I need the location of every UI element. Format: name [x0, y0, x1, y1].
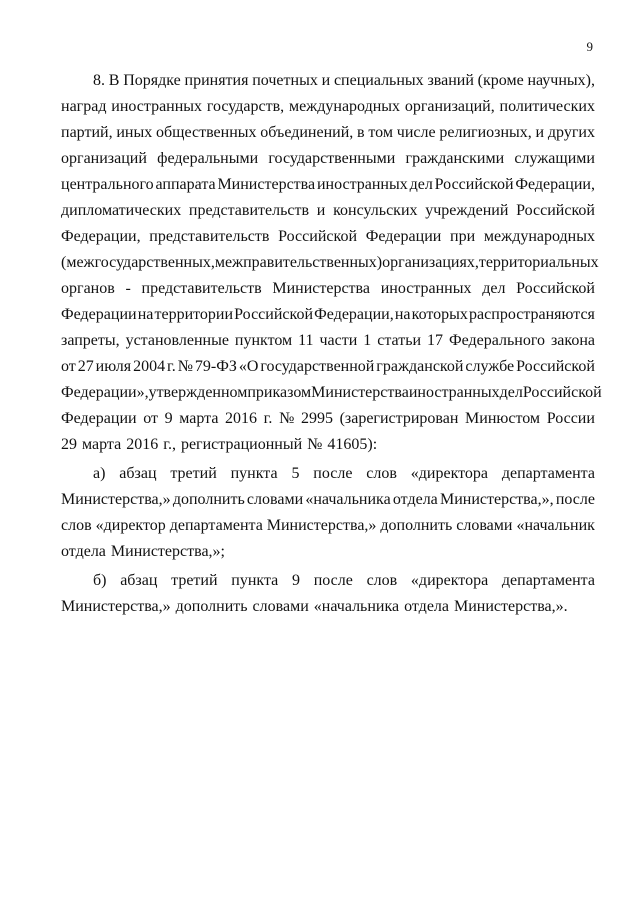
word: межправительственных)	[214, 254, 383, 271]
word: государственной	[260, 358, 375, 375]
word: марта	[179, 410, 219, 427]
word: Российской	[516, 280, 595, 297]
word: числе	[396, 124, 436, 141]
word: территориальных	[478, 254, 599, 271]
item-line	[93, 464, 595, 484]
word: научных),	[527, 72, 595, 89]
word: «директора	[410, 465, 489, 482]
word: и	[535, 124, 545, 141]
word: 11	[298, 332, 314, 349]
word: отдела	[392, 491, 438, 508]
paragraph-line	[61, 409, 595, 429]
word: консульских	[333, 202, 418, 219]
word: других	[547, 124, 595, 141]
paragraph-line	[61, 123, 595, 143]
word: пунктом	[234, 332, 293, 349]
word: на	[394, 306, 411, 323]
word: б)	[93, 572, 107, 589]
word: г.	[263, 410, 273, 427]
word: а)	[93, 465, 106, 482]
word: третий	[171, 572, 218, 589]
word: званий	[427, 72, 474, 89]
word: представительств	[149, 228, 270, 245]
word: Министерства,»,	[439, 491, 554, 508]
word: международных	[288, 98, 401, 115]
word: России	[546, 410, 595, 427]
word: 5	[291, 465, 300, 482]
item-line: отдела Министерства,»;	[61, 543, 225, 560]
word: 2995	[300, 410, 333, 427]
word: «директор	[95, 517, 166, 534]
word: Российской	[522, 384, 602, 401]
word: после	[555, 491, 595, 508]
word: «начальника	[305, 491, 391, 508]
word: части	[319, 332, 358, 349]
word: дополнить	[172, 491, 245, 508]
word: июля	[95, 358, 132, 375]
paragraph-line	[61, 357, 595, 377]
word: запреты,	[61, 332, 120, 349]
paragraph-line	[61, 201, 595, 221]
word: третий	[170, 465, 217, 482]
word: религиозных,	[439, 124, 532, 141]
word: международных	[483, 228, 595, 245]
word: слов	[366, 465, 397, 482]
word: статьи	[377, 332, 422, 349]
word: на	[137, 306, 154, 323]
word: г.	[167, 358, 176, 375]
word: службе	[465, 358, 515, 375]
word: №	[177, 358, 193, 375]
word: иностранных	[380, 280, 472, 297]
word: Федерации	[61, 306, 137, 323]
word: В	[108, 72, 120, 89]
word: 2004	[133, 358, 166, 375]
word: дел	[499, 384, 523, 401]
word: общественных	[156, 124, 257, 141]
paragraph-line	[93, 71, 595, 91]
word: организаций	[61, 150, 147, 167]
word: иных	[116, 124, 153, 141]
word: принятия	[184, 72, 249, 89]
word: Федерации	[365, 228, 442, 245]
word: наград	[61, 98, 107, 115]
paragraph-line	[61, 279, 595, 299]
word: 9	[164, 410, 173, 427]
word: иностранных	[408, 384, 500, 401]
word: от	[143, 410, 158, 427]
word: гражданскими	[405, 150, 505, 167]
word: гражданской	[376, 358, 464, 375]
word: Российской	[278, 228, 358, 245]
word: департамента	[169, 517, 263, 534]
word: -	[125, 280, 131, 297]
word: государств,	[206, 98, 285, 115]
word: №	[279, 410, 295, 427]
word: государственными	[268, 150, 396, 167]
word: Минюстом	[465, 410, 541, 427]
page-number: 9	[586, 39, 593, 54]
paragraph-line	[61, 383, 602, 403]
word: представительств	[141, 280, 262, 297]
word: 9	[291, 572, 300, 589]
paragraph-line	[61, 305, 595, 325]
paragraph-line	[61, 331, 595, 351]
word: 17	[427, 332, 443, 349]
word: Федерации,	[314, 306, 394, 323]
word: Министерства,»	[61, 491, 171, 508]
word: слов	[366, 572, 398, 589]
word: дел	[409, 176, 433, 193]
word: организациях,	[382, 254, 479, 271]
word: и	[321, 72, 331, 89]
word: Федерации»,	[61, 384, 149, 401]
word: Федерального	[448, 332, 545, 349]
paragraph-line: 29 марта 2016 г., регистрационный № 41605):	[61, 436, 378, 453]
word: при	[450, 228, 476, 245]
paragraph-line	[61, 253, 599, 273]
word: центрального	[61, 176, 154, 193]
word: после	[313, 465, 353, 482]
word: словами	[246, 491, 304, 508]
word: пункта	[230, 465, 278, 482]
word: Порядке	[123, 72, 181, 89]
word: 79-ФЗ	[194, 358, 237, 375]
word: иностранных	[111, 98, 203, 115]
word: Российской	[516, 202, 595, 219]
paragraph-line	[61, 175, 595, 195]
word: пункта	[231, 572, 279, 589]
word: слов	[61, 517, 92, 534]
word: служащими	[514, 150, 595, 167]
word: Министерства	[217, 176, 316, 193]
word: департамента	[501, 572, 595, 589]
word: после	[313, 572, 353, 589]
word: Федерации,	[61, 228, 141, 245]
item-line	[93, 571, 595, 591]
word: и	[316, 202, 326, 219]
word: «директора	[410, 572, 489, 589]
word: от	[61, 358, 76, 375]
word: дипломатических	[61, 202, 182, 219]
word: установленные	[125, 332, 229, 349]
word: утвержденном	[148, 384, 248, 401]
word: Министерства	[311, 384, 409, 401]
word: Российской	[234, 306, 314, 323]
word: федеральными	[157, 150, 259, 167]
word: департамента	[501, 465, 595, 482]
word: абзац	[120, 572, 158, 589]
word: представительств	[188, 202, 310, 219]
word: Российской	[434, 176, 514, 193]
word: политических	[499, 98, 595, 115]
word: 2016	[225, 410, 258, 427]
word: органов	[61, 280, 115, 297]
word: Министерства,»	[266, 517, 377, 534]
word: иностранных	[316, 176, 408, 193]
item-line	[61, 516, 595, 536]
word: аппарата	[155, 176, 216, 193]
word: том	[368, 124, 393, 141]
word: абзац	[119, 465, 157, 482]
word: (зарегистрирован	[339, 410, 459, 427]
paragraph-line	[61, 227, 595, 247]
word: территории	[154, 306, 234, 323]
word: Российской	[516, 358, 595, 375]
word: приказом	[247, 384, 312, 401]
word: (межгосударственных,	[61, 254, 215, 271]
word: специальных	[333, 72, 424, 89]
word: которых	[411, 306, 468, 323]
word: «О	[238, 358, 259, 375]
item-line: Министерства,» дополнить словами «начальника отдела Министерства,».	[61, 598, 568, 615]
word: дел	[482, 280, 506, 297]
word: в	[357, 124, 365, 141]
word: учреждений	[425, 202, 509, 219]
word: «начальник	[516, 517, 595, 534]
item-line	[61, 490, 595, 510]
word: словами	[456, 517, 513, 534]
word: закона	[550, 332, 595, 349]
word: 8.	[93, 72, 105, 89]
word: 1	[363, 332, 372, 349]
paragraph-line	[61, 97, 595, 117]
word: Федерации,	[515, 176, 595, 193]
word: объединений,	[260, 124, 354, 141]
word: почетных	[252, 72, 318, 89]
word: партий,	[61, 124, 113, 141]
word: (кроме	[477, 72, 524, 89]
word: 27	[77, 358, 94, 375]
word: организаций,	[404, 98, 495, 115]
word: дополнить	[380, 517, 453, 534]
word: Министерства	[272, 280, 370, 297]
word: Федерации	[61, 410, 137, 427]
paragraph-line	[61, 149, 595, 169]
word: распространяются	[469, 306, 595, 323]
